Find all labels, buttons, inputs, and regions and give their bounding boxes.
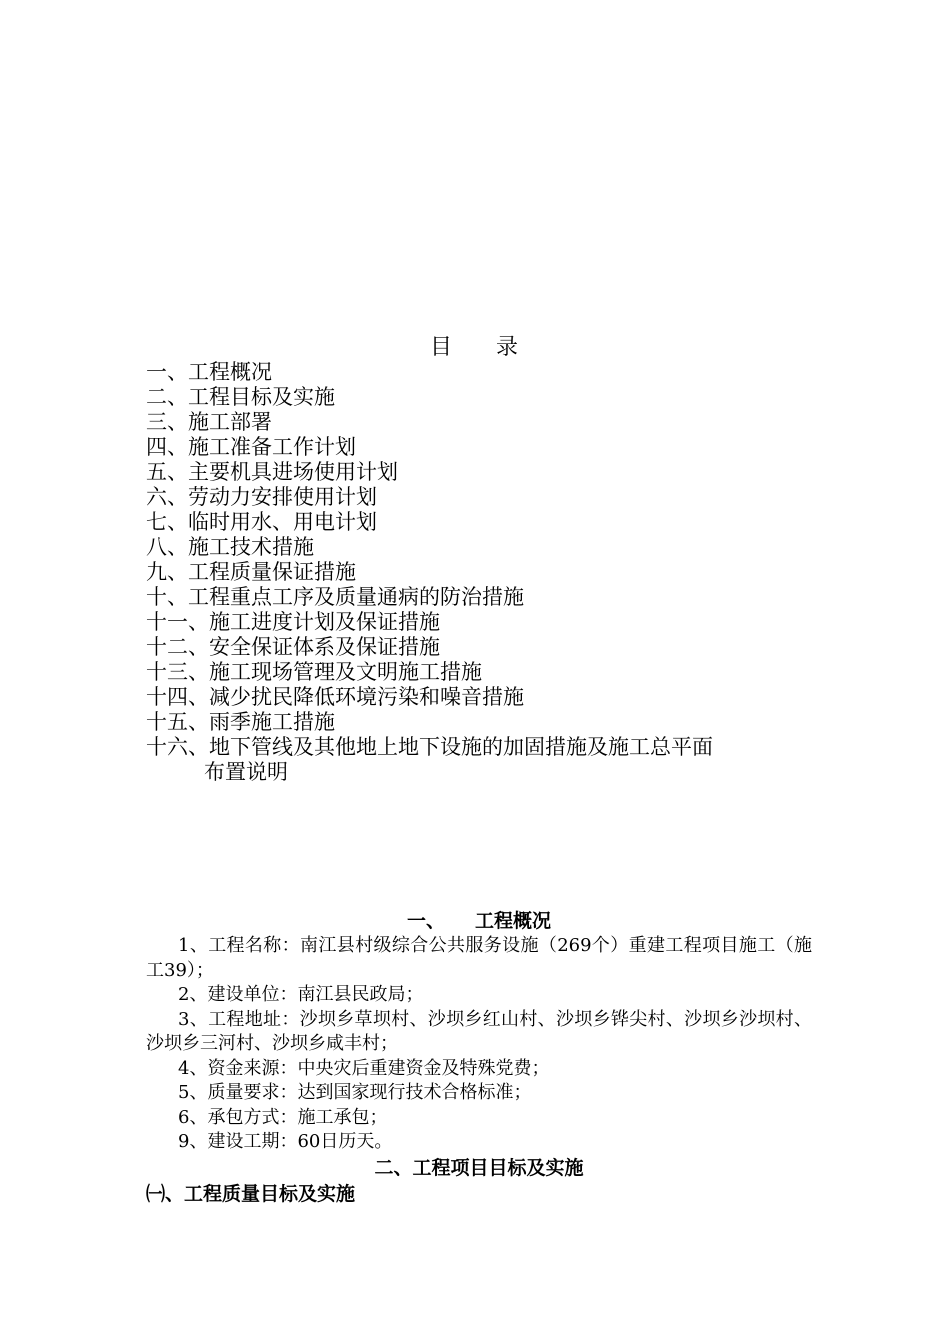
quality-paragraph: 5、质量要求：达到国家现行技术合格标准； <box>178 1082 532 1103</box>
section-heading <box>146 908 812 934</box>
subsection-heading: ㈠、工程质量目标及实施 <box>146 1182 356 1205</box>
toc-item: 八、施工技术措施 <box>146 535 314 559</box>
address-paragraph: 3、工程地址：沙坝乡草坝村、沙坝乡红山村、沙坝乡铧尖村、沙坝乡沙坝村、沙坝乡三河村、沙坝乡咸丰村； <box>146 1008 812 1054</box>
toc-item: 一、工程概况 <box>146 360 272 384</box>
toc-item: 十一、施工进度计划及保证措施 <box>146 610 440 634</box>
toc-item: 十三、施工现场管理及文明施工措施 <box>146 660 482 684</box>
toc-title-right: 录 <box>496 335 521 360</box>
section-2-heading: 二、工程项目目标及实施 <box>374 1156 584 1179</box>
funding-paragraph: 4、资金来源：中央灾后重建资金及特殊党费； <box>178 1057 550 1079</box>
toc-item: 十、工程重点工序及质量通病的防治措施 <box>146 585 524 609</box>
toc-title <box>0 334 950 362</box>
toc-item: 九、工程质量保证措施 <box>146 560 356 584</box>
toc-item: 十六、地下管线及其他地上地下设施的加固措施及施工总平面 <box>146 735 713 759</box>
toc-item: 五、主要机具进场使用计划 <box>146 460 398 484</box>
table-of-contents <box>146 360 846 785</box>
toc-item: 六、劳动力安排使用计划 <box>146 485 377 509</box>
duration-paragraph: 9、建设工期：60日历天。 <box>178 1131 393 1152</box>
toc-item-continuation: 布置说明 <box>204 760 288 784</box>
project-name-paragraph: 1、工程名称：南江县村级综合公共服务设施（269个）重建工程项目施工（施工39）； <box>146 935 812 981</box>
toc-item: 七、临时用水、用电计划 <box>146 510 377 534</box>
client-paragraph: 2、建设单位：南江县民政局； <box>178 984 424 1005</box>
toc-item: 十四、减少扰民降低环境污染和噪音措施 <box>146 685 524 709</box>
toc-item: 十五、雨季施工措施 <box>146 710 335 734</box>
toc-item: 四、施工准备工作计划 <box>146 435 356 459</box>
contract-paragraph: 6、承包方式：施工承包； <box>178 1106 388 1128</box>
toc-item: 二、工程目标及实施 <box>146 385 335 409</box>
section-title: 工程概况 <box>475 910 552 932</box>
toc-title-left: 目 <box>429 335 454 360</box>
toc-item: 三、施工部署 <box>146 410 272 434</box>
section-overview <box>146 908 812 1207</box>
section-number: 一、 <box>406 910 445 932</box>
toc-item: 十二、安全保证体系及保证措施 <box>146 635 440 659</box>
